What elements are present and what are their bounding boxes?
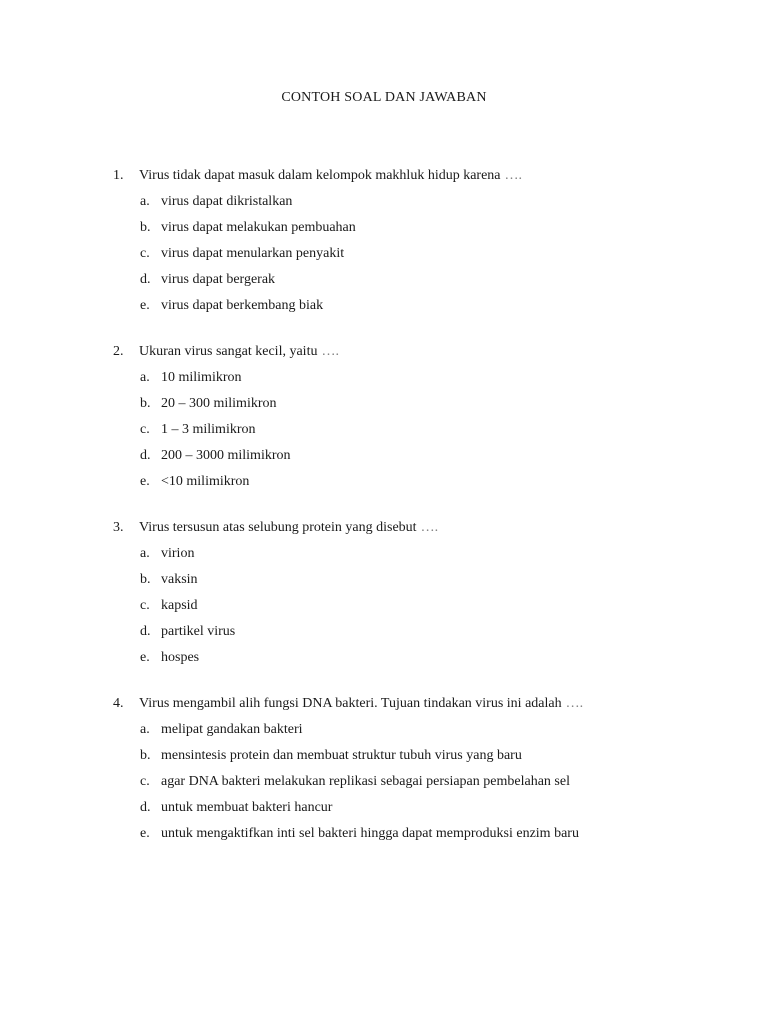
option-letter: b. (140, 396, 151, 411)
option-letter: d. (140, 800, 151, 815)
option-item (140, 472, 733, 492)
option-item (140, 824, 733, 844)
option-item (140, 596, 733, 616)
option-item (140, 394, 733, 414)
question-ellipsis: …. (420, 520, 439, 535)
question-number: 2. (113, 344, 124, 359)
option-letter: c. (140, 598, 150, 613)
option-letter: d. (140, 448, 151, 463)
option-text: virus dapat bergerak (161, 272, 276, 287)
option-item (140, 648, 733, 668)
option-text: virus dapat menularkan penyakit (161, 246, 345, 261)
option-letter: c. (140, 246, 150, 261)
option-letter: a. (140, 722, 150, 737)
option-letter: b. (140, 220, 151, 235)
question-text: Ukuran virus sangat kecil, yaitu (139, 344, 318, 359)
option-letter: a. (140, 194, 150, 209)
option-item (140, 296, 733, 316)
option-letter: b. (140, 572, 151, 587)
option-letter: c. (140, 422, 150, 437)
question-line (113, 166, 733, 186)
option-letter: a. (140, 370, 150, 385)
option-text: <10 milimikron (161, 474, 250, 489)
option-text: untuk membuat bakteri hancur (161, 800, 333, 815)
option-item (140, 720, 733, 740)
option-item (140, 420, 733, 440)
option-letter: b. (140, 748, 151, 763)
question-list (113, 166, 733, 870)
page-title: CONTOH SOAL DAN JAWABAN (281, 90, 487, 105)
option-text: untuk mengaktifkan inti sel bakteri hingga dapat memproduksi enzim baru (161, 826, 579, 841)
option-text: 20 – 300 milimikron (161, 396, 277, 411)
question-item (113, 166, 733, 316)
option-text: vaksin (161, 572, 198, 587)
option-letter: e. (140, 298, 150, 313)
option-letter: c. (140, 774, 150, 789)
question-text: Virus tersusun atas selubung protein yang disebut (139, 520, 417, 535)
option-item (140, 570, 733, 590)
question-line (113, 518, 733, 538)
option-text: agar DNA bakteri melakukan replikasi sebagai persiapan pembelahan sel (161, 774, 570, 789)
option-text: 10 milimikron (161, 370, 242, 385)
option-item (140, 244, 733, 264)
option-list (140, 720, 733, 844)
option-letter: d. (140, 272, 151, 287)
option-item (140, 270, 733, 290)
option-letter: d. (140, 624, 151, 639)
question-number: 4. (113, 696, 124, 711)
option-item (140, 446, 733, 466)
option-text: hospes (161, 650, 200, 665)
option-item (140, 798, 733, 818)
option-item (140, 368, 733, 388)
option-list (140, 544, 733, 668)
option-text: kapsid (161, 598, 198, 613)
question-ellipsis: …. (504, 168, 523, 183)
option-text: 200 – 3000 milimikron (161, 448, 291, 463)
option-list (140, 192, 733, 316)
option-letter: e. (140, 474, 150, 489)
question-line (113, 694, 733, 714)
option-item (140, 544, 733, 564)
option-item (140, 218, 733, 238)
question-number: 3. (113, 520, 124, 535)
option-text: 1 – 3 milimikron (161, 422, 256, 437)
question-line (113, 342, 733, 362)
option-text: virus dapat melakukan pembuahan (161, 220, 356, 235)
question-number: 1. (113, 168, 124, 183)
question-ellipsis: …. (565, 696, 584, 711)
option-item (140, 772, 733, 792)
question-item (113, 518, 733, 668)
question-text: Virus mengambil alih fungsi DNA bakteri. Tujuan tindakan virus ini adalah (139, 696, 562, 711)
option-list (140, 368, 733, 492)
option-item (140, 622, 733, 642)
question-item (113, 342, 733, 492)
option-text: virus dapat dikristalkan (161, 194, 293, 209)
option-letter: e. (140, 826, 150, 841)
option-text: virion (161, 546, 195, 561)
option-letter: e. (140, 650, 150, 665)
option-text: partikel virus (161, 624, 236, 639)
option-text: mensintesis protein dan membuat struktur tubuh virus yang baru (161, 748, 522, 763)
question-ellipsis: …. (321, 344, 339, 359)
option-text: virus dapat berkembang biak (161, 298, 324, 313)
option-letter: a. (140, 546, 150, 561)
question-item (113, 694, 733, 844)
option-item (140, 192, 733, 212)
option-text: melipat gandakan bakteri (161, 722, 303, 737)
question-text: Virus tidak dapat masuk dalam kelompok makhluk hidup karena (139, 168, 501, 183)
option-item (140, 746, 733, 766)
